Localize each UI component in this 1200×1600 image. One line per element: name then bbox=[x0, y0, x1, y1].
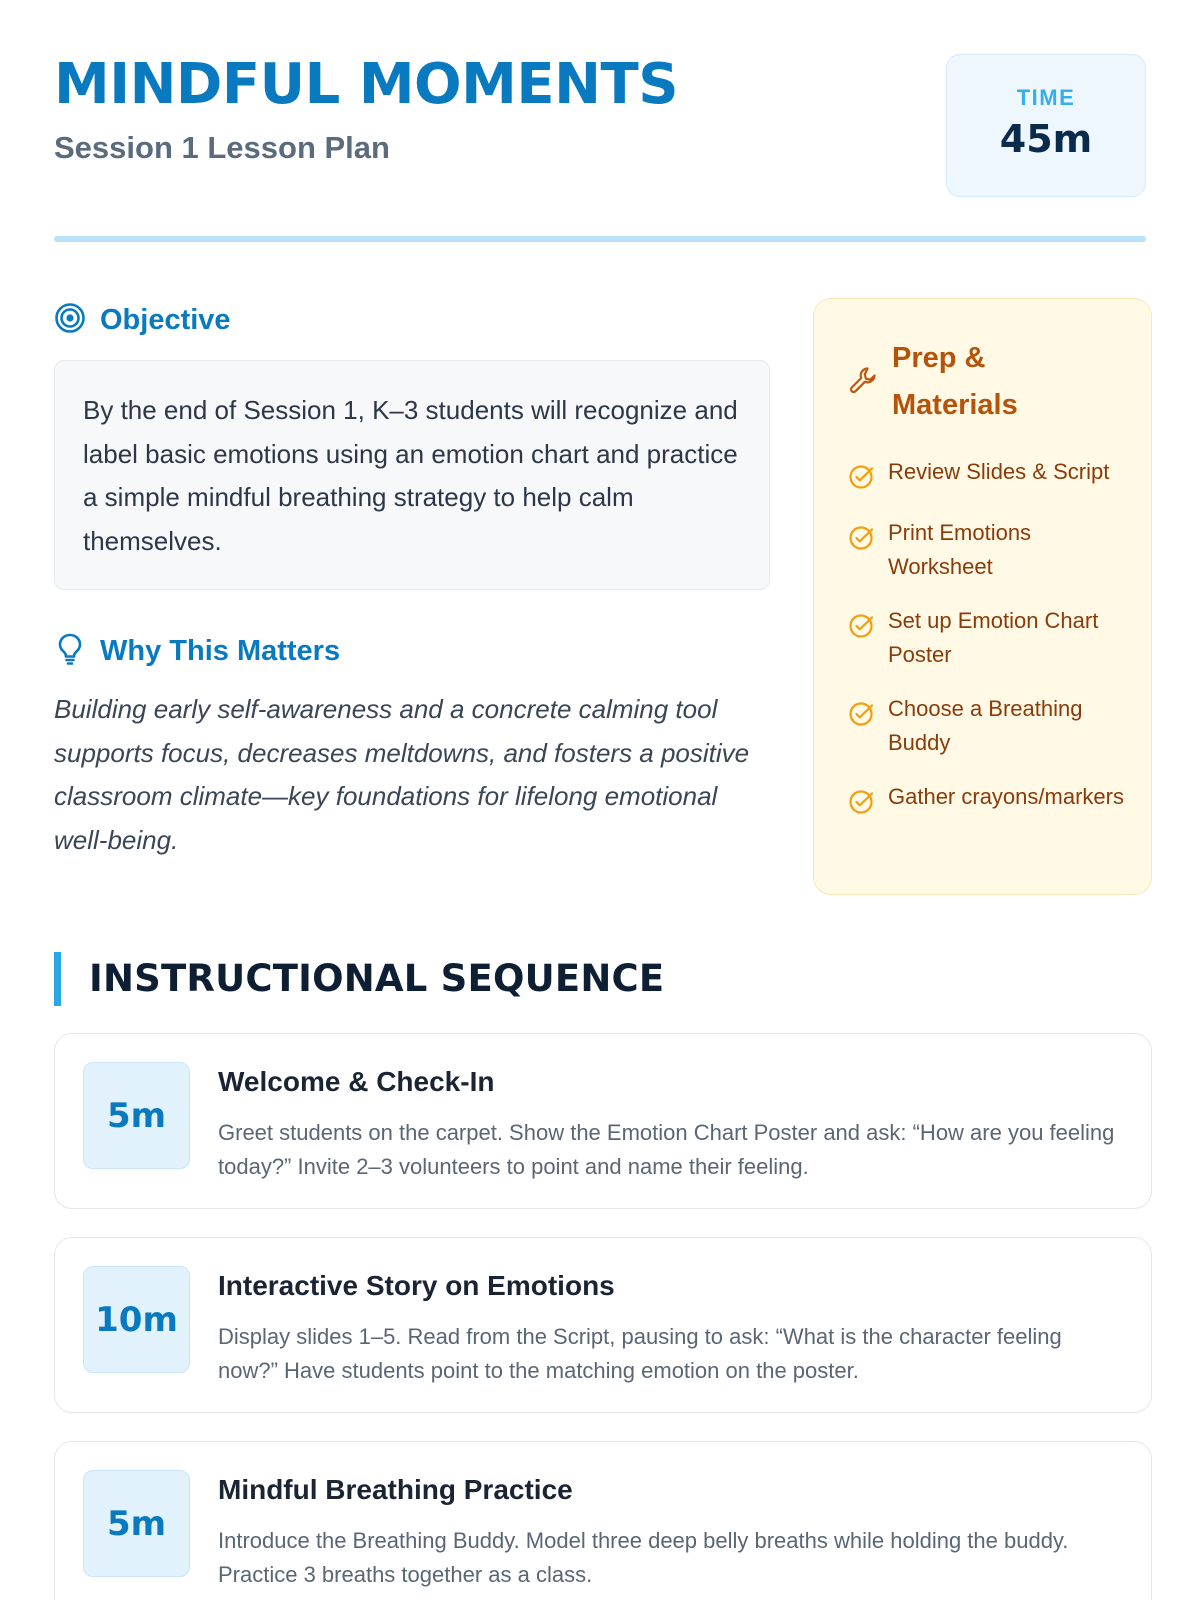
check-circle-icon bbox=[848, 463, 876, 496]
why-text: Building early self-awareness and a concrete calming tool supports focus, decreases meltdowns, and fosters a positive classroom climate—key foundations for lifelong emotional well-being. bbox=[54, 694, 750, 855]
prep-list bbox=[848, 455, 1133, 821]
step-description: Display slides 1–5. Read from the Script, pausing to ask: “What is the character feeling now?” Have students point to the matching emotion on the poster. bbox=[218, 1324, 1062, 1383]
page-header bbox=[54, 0, 1146, 241]
prep-title bbox=[892, 335, 1018, 429]
prep-item bbox=[848, 692, 1133, 760]
step-title: Interactive Story on Emotions bbox=[218, 1270, 615, 1301]
prep-item-label: Print Emotions Worksheet bbox=[888, 520, 1032, 579]
prep-item-label: Choose a Breathing Buddy bbox=[888, 696, 1083, 755]
sequence-heading: INSTRUCTIONAL SEQUENCE bbox=[54, 952, 664, 1006]
step-title: Mindful Breathing Practice bbox=[218, 1474, 573, 1505]
check-circle-icon bbox=[848, 700, 876, 733]
prep-item bbox=[848, 780, 1133, 821]
sequence-step-card bbox=[54, 1441, 1152, 1600]
target-icon bbox=[54, 302, 86, 339]
why-heading-label: Why This Matters bbox=[100, 635, 341, 667]
step-duration: 5m bbox=[83, 1470, 190, 1577]
lightbulb-icon bbox=[54, 632, 86, 671]
prep-item bbox=[848, 455, 1133, 496]
time-badge bbox=[946, 54, 1146, 197]
why-heading bbox=[54, 632, 340, 671]
prep-heading bbox=[848, 335, 1133, 429]
prep-materials-panel bbox=[813, 298, 1152, 895]
step-duration: 5m bbox=[83, 1062, 190, 1169]
objective-heading-label: Objective bbox=[100, 304, 231, 336]
prep-item bbox=[848, 604, 1133, 672]
step-title: Welcome & Check-In bbox=[218, 1066, 495, 1097]
check-circle-icon bbox=[848, 788, 876, 821]
prep-title-line1: Prep & bbox=[892, 342, 986, 374]
objective-heading bbox=[54, 302, 231, 339]
sequence-step-card bbox=[54, 1033, 1152, 1209]
prep-item-label: Set up Emotion Chart Poster bbox=[888, 608, 1099, 667]
prep-item-label: Gather crayons/markers bbox=[888, 784, 1124, 809]
page-title: MINDFUL MOMENTS bbox=[54, 52, 679, 117]
step-duration: 10m bbox=[83, 1266, 190, 1373]
check-circle-icon bbox=[848, 524, 876, 557]
time-label: TIME bbox=[1016, 85, 1076, 110]
step-description: Introduce the Breathing Buddy. Model three deep belly breaths while holding the buddy. Practice 3 breaths together as a class. bbox=[218, 1528, 1069, 1587]
wrench-icon bbox=[848, 365, 878, 400]
time-value: 45m bbox=[999, 117, 1093, 161]
prep-title-line2: Materials bbox=[892, 389, 1018, 421]
prep-item-label: Review Slides & Script bbox=[888, 459, 1110, 484]
check-circle-icon bbox=[848, 612, 876, 645]
step-description: Greet students on the carpet. Show the Emotion Chart Poster and ask: “How are you feeling today?” Invite 2–3 volunteers to point and name their feeling. bbox=[218, 1120, 1115, 1179]
header-divider bbox=[54, 236, 1146, 242]
page-subtitle: Session 1 Lesson Plan bbox=[54, 130, 390, 165]
prep-item bbox=[848, 516, 1133, 584]
sequence-step-card bbox=[54, 1237, 1152, 1413]
objective-text: By the end of Session 1, K–3 students will recognize and label basic emotions using an emotion chart and practice a simple mindful breathing strategy to help calm themselves. bbox=[54, 360, 770, 590]
